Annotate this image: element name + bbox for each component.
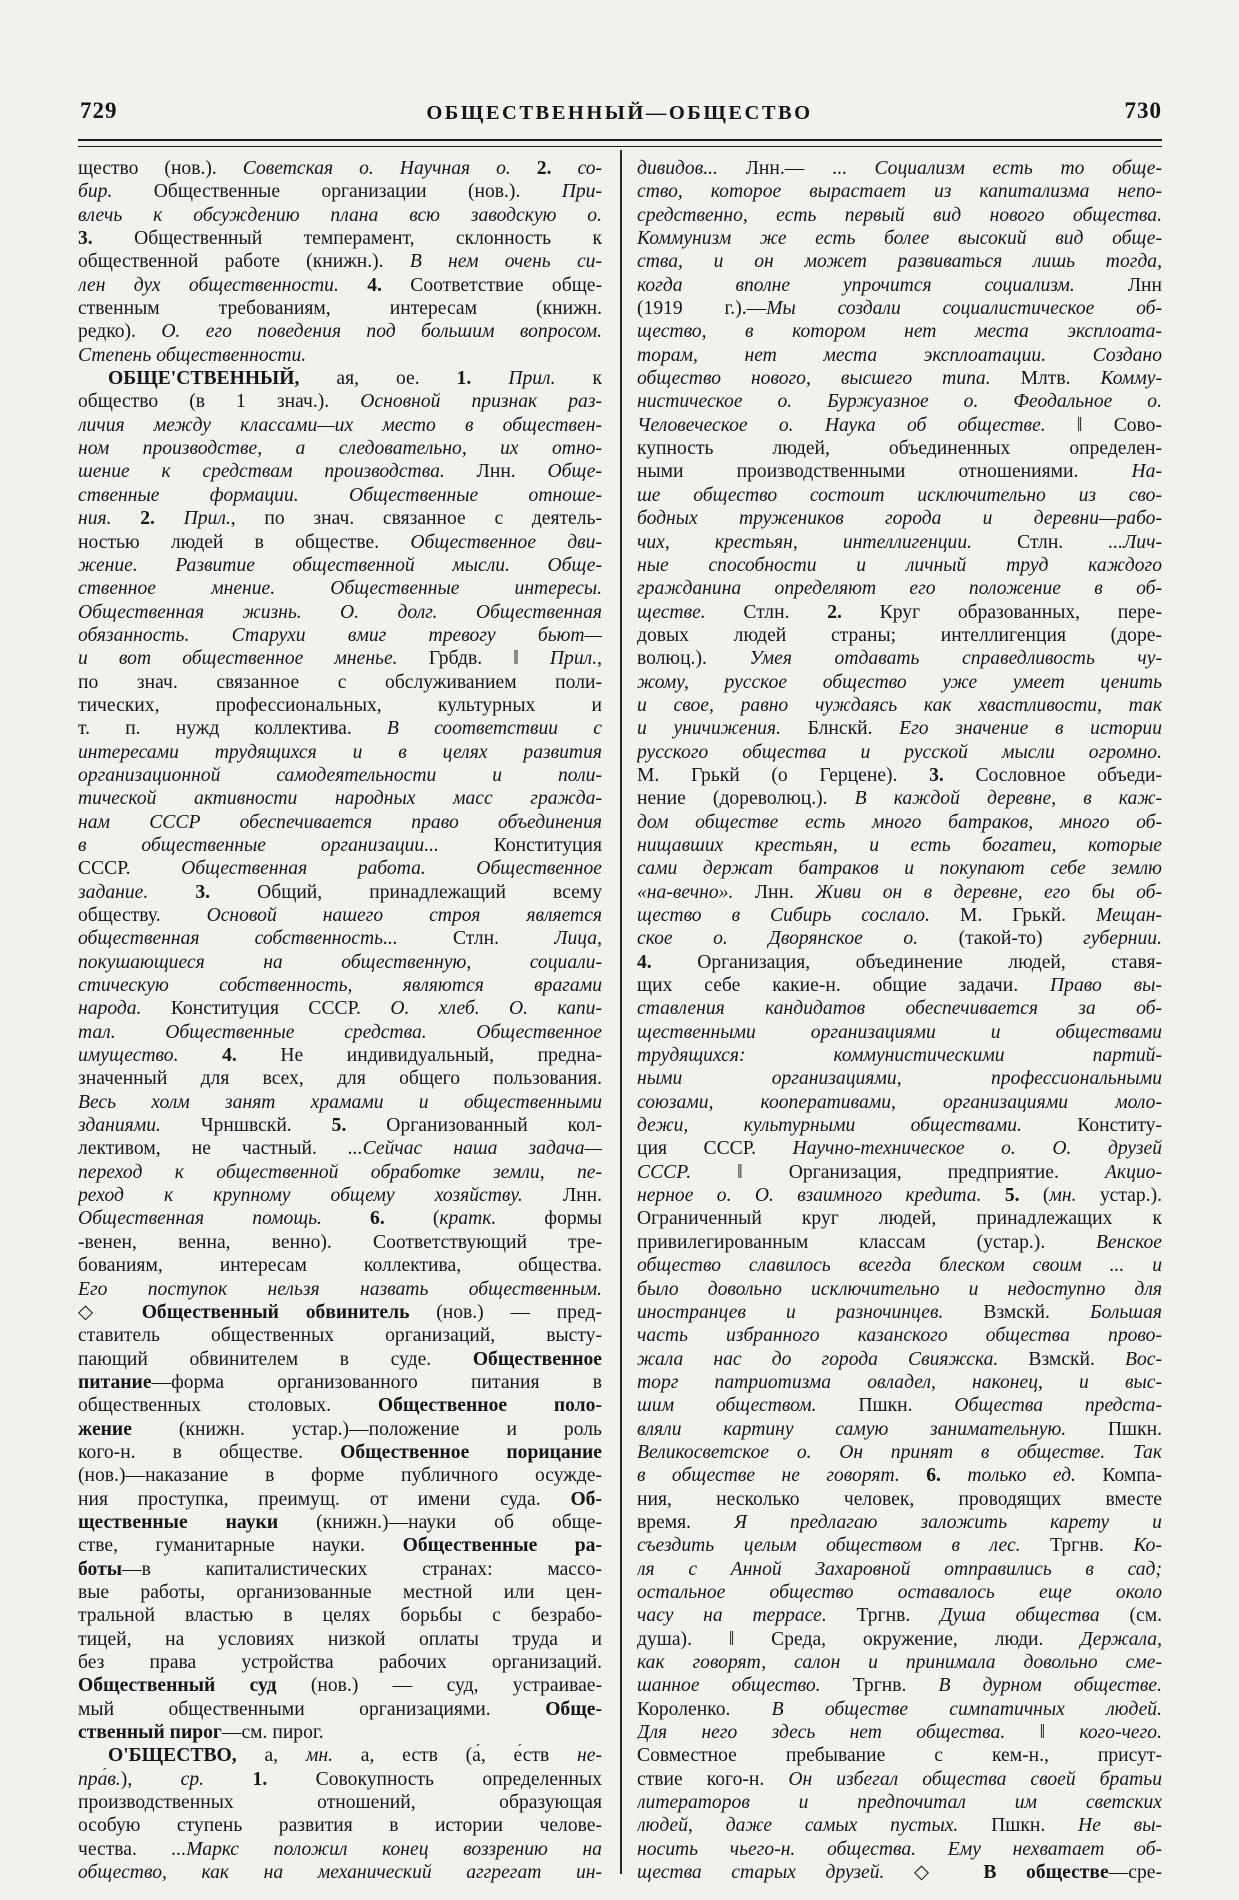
text-line: ство, которое вырастает из капитализма непо- bbox=[637, 181, 1162, 203]
text-line: Совместное пребывание с кем-н., присут- bbox=[637, 1745, 1162, 1767]
text-line: шим обществом. Пшкн. Общества предста- bbox=[637, 1395, 1162, 1417]
text-line: задание. 3. Общий, принадлежащий всему bbox=[78, 881, 602, 903]
text-line: ставления кандидатов обеспечивается за об- bbox=[637, 998, 1162, 1020]
text-line: носить чьего-н. общества. Ему нехватает об- bbox=[637, 1838, 1162, 1860]
text-line: ства, и он может развиваться лишь тогда, bbox=[637, 251, 1162, 273]
text-line: в общественные организации... Конституция bbox=[78, 834, 602, 856]
text-line: переход к общественной обработке земли, пе- bbox=[78, 1161, 602, 1183]
text-line: обязанность. Старухи вмиг тревогу бьют— bbox=[78, 624, 602, 646]
column-divider-rule bbox=[620, 150, 622, 1874]
text-line: душа). ‖ Среда, окружение, люди. Держала, bbox=[637, 1628, 1162, 1650]
text-line: сами держат батраков и покупают себе землю bbox=[637, 858, 1162, 880]
text-line: интересами трудящихся и в целях развития bbox=[78, 741, 602, 763]
text-line: ном производстве, а следовательно, их отно- bbox=[78, 438, 602, 460]
text-line: реход к крупному общему хозяйству. Лнн. bbox=[78, 1185, 602, 1207]
left-text-column bbox=[78, 157, 602, 1884]
text-line: по знач. связанное с обслуживанием поли- bbox=[78, 671, 602, 693]
text-line: щества старых друзей. ◇ В обществе—сре- bbox=[637, 1862, 1162, 1884]
text-line: личия между классами—их место в обществен- bbox=[78, 414, 602, 436]
text-line: русского общества и русской мысли огромно. bbox=[637, 741, 1162, 763]
running-title: ОБЩЕСТВЕННЫЙ—ОБЩЕСТВО bbox=[426, 102, 813, 124]
text-line: дом обществе есть много батраков, много об- bbox=[637, 811, 1162, 833]
text-line: шение к средствам производства. Лнн. Обще- bbox=[78, 461, 602, 483]
text-line: М. Грькй (о Герцене). 3. Сословное объеди- bbox=[637, 764, 1162, 786]
text-line: ОБЩЕ'СТВЕННЫЙ, ая, ое. 1. Прил. к bbox=[108, 368, 602, 390]
text-line: чества. ...Маркс положил конец воззрению на bbox=[78, 1838, 602, 1860]
text-line: в обществе не говорят. 6. только ед. Компа- bbox=[637, 1465, 1162, 1487]
text-line: вляли картину самую занимательную. Пшкн. bbox=[637, 1418, 1162, 1440]
text-line: (1919 г.).—Мы создали социалистическое об- bbox=[637, 298, 1162, 320]
text-line: Ограниченный круг людей, принадлежащих к bbox=[637, 1208, 1162, 1230]
text-line: т. п. нужд коллектива. В соответствии с bbox=[78, 718, 602, 740]
text-line: -венен, венна, венно). Соответствующий тре- bbox=[78, 1231, 602, 1253]
text-line: купность людей, объединенных определен- bbox=[637, 438, 1162, 460]
text-line: ния. 2. Прил., по знач. связанное с деятель- bbox=[78, 508, 602, 530]
text-line: ностью людей в обществе. Общественное дви- bbox=[78, 531, 602, 553]
text-line: народа. Конституция СССР. О. хлеб. О. капи- bbox=[78, 998, 602, 1020]
text-line: щество в Сибирь сослало. М. Грькй. Мещан- bbox=[637, 905, 1162, 926]
text-line: средственно, есть первый вид нового общества. bbox=[637, 204, 1162, 226]
text-line: остальное общество оставалось еще около bbox=[637, 1581, 1162, 1603]
text-line: ское о. Дворянское о. (такой-то) губернии. bbox=[637, 928, 1162, 950]
text-line: организационной самодеятельности и поли- bbox=[78, 764, 602, 786]
text-line: Весь холм занят храмами и общественными bbox=[78, 1091, 602, 1113]
text-line: общественных столовых. Общественное поло- bbox=[78, 1395, 602, 1417]
text-line: ◇ Общественный обвинитель (нов.) — пред- bbox=[78, 1301, 602, 1323]
text-line: щественными организациями и обществами bbox=[637, 1021, 1162, 1043]
text-line: ния, несколько человек, проводящих вместе bbox=[637, 1488, 1162, 1510]
text-line: ными производственными отношениями. На- bbox=[637, 461, 1162, 483]
text-line: жала нас до города Свияжска. Взмскй. Вос- bbox=[637, 1348, 1162, 1370]
text-line: питание—форма организованного питания в bbox=[78, 1371, 602, 1393]
text-line: общество, как на механический аггрегат ин- bbox=[78, 1862, 602, 1884]
text-line: кого-н. в обществе. Общественное порицание bbox=[78, 1441, 602, 1463]
text-line: ния проступка, преимущ. от имени суда. Об- bbox=[78, 1488, 602, 1510]
text-line: и уничижения. Блнскй. Его значение в истории bbox=[637, 718, 1162, 740]
text-line: бованиям, интересам коллектива, общества. bbox=[78, 1255, 602, 1277]
text-line: жение. Развитие общественной мысли. Обще- bbox=[78, 554, 602, 576]
text-line: лективом, не частный. ...Сейчас наша задача— bbox=[78, 1138, 602, 1160]
text-line: жому, русское общество уже умеет ценить bbox=[637, 671, 1162, 693]
text-line: торг патриотизма овладел, наконец, и выс- bbox=[637, 1371, 1162, 1393]
text-line: обществу. Основой нашего строя является bbox=[78, 905, 602, 926]
text-line: тральной властью в целях борьбы с безрабо- bbox=[78, 1605, 602, 1627]
text-line: литераторов и предпочитал им светских bbox=[637, 1792, 1162, 1814]
text-line: ственный пирог—см. пирог. bbox=[78, 1722, 324, 1744]
text-line: СССР. Общественная работа. Общественное bbox=[78, 858, 602, 880]
text-line: стве, гуманитарные науки. Общественные ра- bbox=[78, 1535, 602, 1557]
text-line: зданиями. Чрншвскй. 5. Организованный кол- bbox=[78, 1115, 602, 1137]
text-line: когда вполне упрочится социализм. Лнн bbox=[637, 274, 1162, 296]
text-line: нение (дореволюц.). В каждой деревне, в каж- bbox=[637, 788, 1162, 810]
text-line: тицей, на условиях низкой оплаты труда и bbox=[78, 1628, 602, 1650]
text-line: и вот общественное мненье. Грбдв. ‖ Прил., bbox=[78, 648, 602, 670]
text-line: нерное о. О. взаимного кредита. 5. (мн. устар.). bbox=[637, 1185, 1162, 1207]
text-line: довых людей страны; интеллигенция (доре- bbox=[637, 624, 1162, 646]
text-line: бодных тружеников города и деревни—рабо- bbox=[637, 508, 1162, 530]
text-line: ными организациями, профессиональными bbox=[637, 1068, 1162, 1090]
text-line: жение (книжн. устар.)—положение и роль bbox=[78, 1418, 602, 1440]
text-line: нистическое о. Буржуазное о. Феодальное о. bbox=[637, 391, 1162, 413]
text-line: Степень общественности. bbox=[78, 344, 307, 366]
text-line: мый общественными организациями. Обще- bbox=[78, 1698, 602, 1720]
text-line: щественные науки (книжн.)—науки об обще- bbox=[78, 1511, 602, 1533]
text-line: людей, даже самых пустых. Пшкн. Не вы- bbox=[637, 1815, 1162, 1837]
text-line: Общественный суд (нов.) — суд, устраивае- bbox=[78, 1675, 602, 1697]
text-line: редко). О. его поведения под большим вопросом. bbox=[78, 321, 602, 343]
text-line: часть избранного казанского общества прово- bbox=[637, 1325, 1162, 1347]
text-line: щество, в котором нет места эксплоата- bbox=[637, 321, 1162, 343]
text-line: (нов.)—наказание в форме публичного осужде- bbox=[78, 1465, 602, 1487]
text-line: дивидов... Лнн.— ... Социализм есть то обще- bbox=[637, 158, 1162, 179]
text-line: Человеческое о. Наука об обществе. ‖ Сово- bbox=[637, 414, 1162, 436]
text-line: Коммунизм же есть более высокий вид обще- bbox=[637, 228, 1162, 250]
text-line: бир. Общественные организации (нов.). При- bbox=[78, 181, 602, 203]
text-line: Великосветское о. Он принят в обществе. Так bbox=[637, 1441, 1162, 1463]
text-line: торам, нет места эксплоатации. Создано bbox=[637, 344, 1162, 366]
text-line: ставитель общественных организаций, высту- bbox=[78, 1325, 602, 1347]
text-line: ствие кого-н. Он избегал общества своей братьи bbox=[637, 1768, 1162, 1790]
text-line: Общественная жизнь. О. долг. Общественная bbox=[78, 601, 602, 623]
text-line: союзами, кооперативами, организациями моло- bbox=[637, 1091, 1162, 1113]
text-line: тал. Общественные средства. Общественное bbox=[78, 1021, 602, 1043]
text-line: ственным требованиям, интересам (книжн. bbox=[78, 298, 602, 320]
text-line: покушающиеся на общественную, социали- bbox=[78, 951, 602, 973]
text-line: ществе. Стлн. 2. Круг образованных, пере- bbox=[637, 601, 1162, 623]
text-line: Его поступок нельзя назвать общественным. bbox=[78, 1278, 602, 1300]
text-line: имущество. 4. Не индивидуальный, предна- bbox=[78, 1045, 602, 1067]
text-line: общественной работе (книжн.). В нем очень си- bbox=[78, 251, 602, 273]
text-line: часу на террасе. Тргнв. Душа общества (см. bbox=[637, 1605, 1162, 1627]
text-line: ше общество состоит исключительно из сво- bbox=[637, 484, 1162, 506]
text-line: вые работы, организованные местной или цен- bbox=[78, 1581, 602, 1603]
text-line: общество славилось всегда блеском своим ... и bbox=[637, 1255, 1162, 1277]
text-line: дежи, культурными обществами. Конститу- bbox=[637, 1115, 1162, 1137]
text-line: тических, профессиональных, культурных и bbox=[78, 694, 602, 716]
right-text-column bbox=[637, 157, 1162, 1884]
text-line: как говорят, салон и принимала довольно сме- bbox=[637, 1652, 1162, 1673]
text-line: трудящихся: коммунистическими партий- bbox=[637, 1045, 1162, 1067]
text-line: Для него здесь нет общества. ‖ кого-чего. bbox=[637, 1722, 1162, 1744]
text-line: нам СССР обеспечивается право объединения bbox=[78, 811, 602, 833]
text-line: шанное общество. Тргнв. В дурном обществе. bbox=[637, 1675, 1162, 1697]
text-line: общественная собственность... Стлн. Лица, bbox=[78, 928, 602, 950]
text-line: значенный для всех, для общего пользования. bbox=[78, 1068, 602, 1090]
text-line: 3. Общественный темперамент, склонность к bbox=[78, 228, 602, 250]
text-line: «на-вечно». Лнн. Живи он в деревне, его бы об- bbox=[637, 881, 1162, 903]
text-line: тической активности народных масс гражда- bbox=[78, 788, 602, 810]
text-line: 4. Организация, объединение людей, ставя- bbox=[637, 951, 1162, 973]
text-line: съездить целым обществом в лес. Тргнв. Ко- bbox=[637, 1535, 1162, 1557]
text-line: волюц.). Умея отдавать справедливость чу- bbox=[637, 648, 1162, 670]
text-line: стическую собственность, являются врагами bbox=[78, 975, 602, 997]
text-line: особую ступень развития в истории челове- bbox=[78, 1815, 602, 1837]
text-line: время. Я предлагаю заложить карету и bbox=[637, 1511, 1162, 1533]
text-line: ственное мнение. Общественные интересы. bbox=[78, 578, 602, 600]
text-line: ственные формации. Общественные отноше- bbox=[78, 484, 602, 506]
page-number-right: 730 bbox=[1124, 98, 1162, 123]
text-line: без права устройства рабочих организаций. bbox=[78, 1652, 602, 1673]
text-line: влечь к обсуждению плана всю заводскую о. bbox=[78, 204, 602, 226]
text-line: общество нового, высшего типа. Млтв. Комму- bbox=[637, 368, 1162, 390]
text-line: общество (в 1 знач.). Основной признак раз- bbox=[78, 391, 602, 413]
text-line: пающий обвинителем в суде. Общественное bbox=[78, 1348, 602, 1370]
text-line: СССР. ‖ Организация, предприятие. Акцио- bbox=[637, 1161, 1162, 1183]
text-line: щество (нов.). Советская о. Научная о. 2. со- bbox=[78, 158, 602, 179]
text-line: ные способности и личный труд каждого bbox=[637, 554, 1162, 576]
text-line: ля с Анной Захаровной отправились в сад; bbox=[637, 1558, 1162, 1580]
text-line: Общественная помощь. 6. (кратк. формы bbox=[78, 1208, 602, 1230]
text-line: лен дух общественности. 4. Соответствие обще- bbox=[78, 274, 602, 296]
text-line: О'БЩЕСТВО, а, мн. а, еств (а́, е́ств не- bbox=[108, 1745, 602, 1767]
text-line: чих, крестьян, интеллигенции. Стлн. ...Лич- bbox=[637, 531, 1162, 553]
text-line: Короленко. В обществе симпатичных людей. bbox=[637, 1698, 1162, 1720]
text-line: было довольно исключительно и недоступно для bbox=[637, 1278, 1162, 1300]
text-line: ция СССР. Научно-техническое о. О. друзей bbox=[637, 1138, 1162, 1160]
page-number-left: 729 bbox=[80, 98, 118, 123]
text-line: щих себе какие-н. общие задачи. Право вы- bbox=[637, 975, 1162, 997]
text-line: иностранцев и разночинцев. Взмскй. Большая bbox=[637, 1301, 1162, 1323]
text-line: производственных отношений, образующая bbox=[78, 1792, 602, 1814]
text-line: нищавших крестьян, и есть богатеи, которые bbox=[637, 834, 1162, 856]
text-line: боты—в капиталистических странах: массо- bbox=[78, 1558, 602, 1580]
text-line: гражданина определяют его положение в об- bbox=[637, 578, 1162, 600]
text-line: привилегированным классам (устар.). Венское bbox=[637, 1231, 1162, 1253]
text-line: пра́в.), ср. 1. Совокупность определенных bbox=[78, 1768, 602, 1790]
text-line: и свое, равно чуждаясь как хвастливости, так bbox=[637, 694, 1162, 716]
header-double-rule bbox=[78, 139, 1162, 147]
